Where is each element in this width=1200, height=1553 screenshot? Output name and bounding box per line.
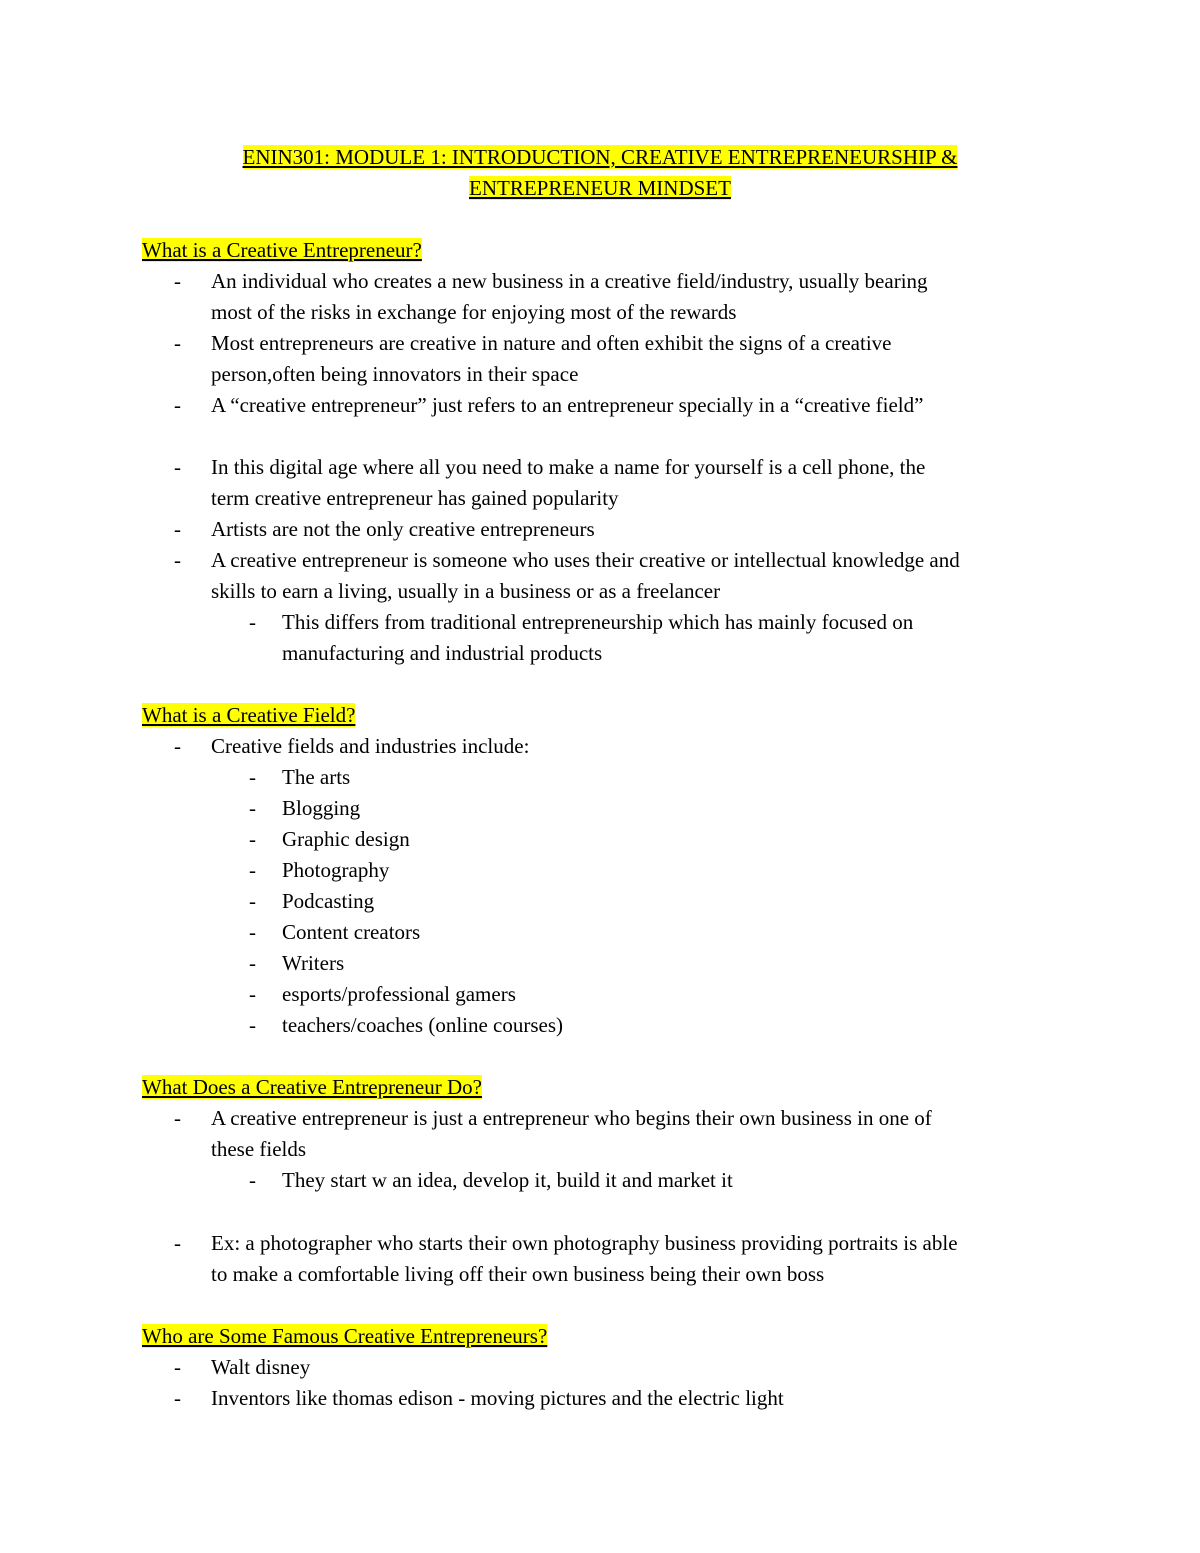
list-item: - Inventors like thomas edison - moving pictures and the electric light [174,1386,784,1410]
section-heading: What is a Creative Field? [142,703,356,727]
sub-list-item: - Writers [249,951,345,975]
document-title [0,142,1200,204]
sub-list-item: - teachers/coaches (online courses) [249,1013,564,1037]
section-heading: Who are Some Famous Creative Entrepreneurs? [142,1324,548,1348]
list-item: - In this digital age where all you need to make a name for yourself is a cell phone, the term creative entrepreneur has gained popularity [174,455,926,510]
sub-list-item: - Content creators [249,920,421,944]
sub-list-item: - The arts [249,765,351,789]
list-item: - Creative fields and industries include: [174,734,530,758]
list-item: - A creative entrepreneur is someone who uses their creative or intellectual knowledge and skills to earn a living, usually in a business or as a freelancer [174,548,960,603]
sub-list-item: - They start w an idea, develop it, build it and market it [249,1168,733,1192]
sub-list-item: - esports/professional gamers [249,982,516,1006]
sub-list-item: - Podcasting [249,889,375,913]
title-line-2: ENTREPRENEUR MINDSET [469,176,731,200]
sub-list-item: - Blogging [249,796,361,820]
sub-list-item: - Graphic design [249,827,410,851]
sub-list-item: - This differs from traditional entrepreneurship which has mainly focused on manufacturing and industrial products [249,610,914,665]
list-item: - A “creative entrepreneur” just refers to an entrepreneur specially in a “creative field” [174,393,924,417]
list-item: - Most entrepreneurs are creative in nature and often exhibit the signs of a creative person,often being innovators in their space [174,331,892,386]
list-item: - Artists are not the only creative entrepreneurs [174,517,595,541]
section-heading: What is a Creative Entrepreneur? [142,238,422,262]
title-line-1: ENIN301: MODULE 1: INTRODUCTION, CREATIVE ENTREPRENEURSHIP & [242,145,958,169]
list-item: - Ex: a photographer who starts their own photography business providing portraits is able to make a comfortable living off their own business being their own boss [174,1231,958,1286]
sub-list-item: - Photography [249,858,390,882]
list-item: - An individual who creates a new business in a creative field/industry, usually bearing most of the risks in exchange for enjoying most of the rewards [174,269,928,324]
list-item: - A creative entrepreneur is just a entrepreneur who begins their own business in one of these fields [174,1106,932,1161]
list-item: - Walt disney [174,1355,311,1379]
section-heading: What Does a Creative Entrepreneur Do? [142,1075,482,1099]
